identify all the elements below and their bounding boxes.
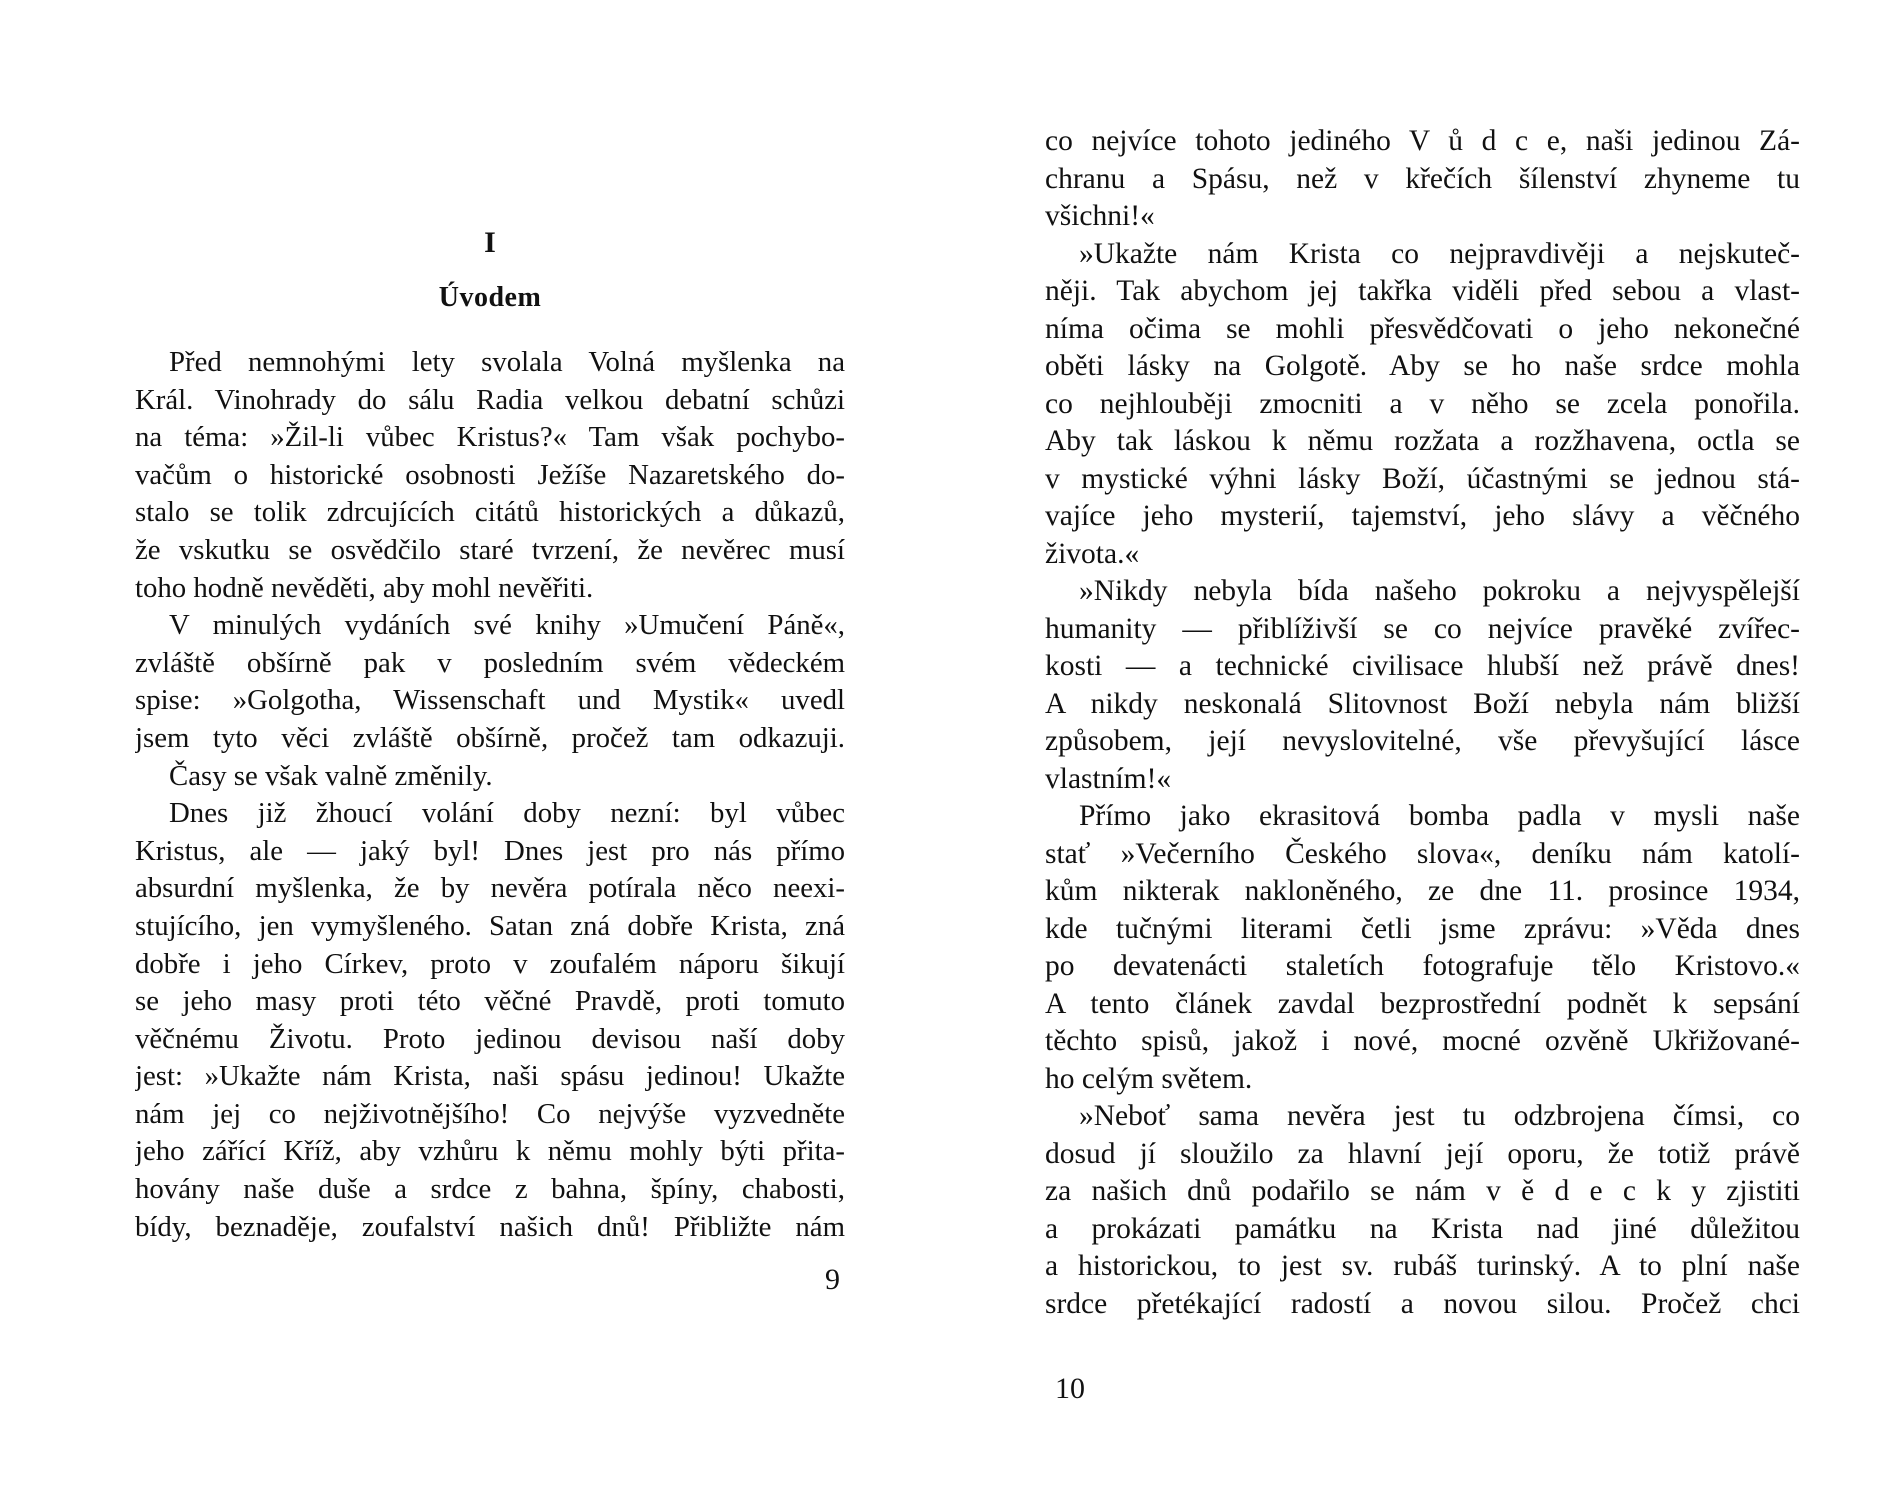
- text-line: Král. Vinohrady do sálu Radia velkou debatní schůzi: [135, 383, 845, 416]
- text-line: za našich dnů podařilo se nám v ě d e c k y zjistiti: [1045, 1175, 1800, 1207]
- chapter-title: Úvodem: [438, 282, 542, 313]
- text-line: vačům o historické osobnosti Ježíše Nazaretského do-: [135, 458, 845, 491]
- text-line: toho hodně nevěděti, aby mohl nevěřiti.: [135, 571, 594, 604]
- text-line: humanity — přiblíživší se co nejvíce pravěké zvířec-: [1045, 612, 1800, 645]
- text-line: oběti lásky na Golgotě. Aby se ho naše srdce mohla: [1045, 350, 1800, 382]
- text-line: vajíce jeho mysterií, tajemství, jeho slávy a věčného: [1045, 500, 1800, 532]
- text-line: a prokázati památku na Krista nad jiné důležitou: [1045, 1212, 1800, 1245]
- text-line: stalo se tolik zdrcujících citátů historických a důkazů,: [135, 496, 845, 529]
- text-line: srdce přetékající radostí a novou silou. Pročež chci: [1045, 1287, 1800, 1320]
- text-line: jest: »Ukažte nám Krista, naši spásu jedinou! Ukažte: [135, 1060, 845, 1093]
- text-line: nám jej co nejživotnějšího! Co nejvýše vyzvedněte: [135, 1097, 845, 1130]
- text-line: hovány naše duše a srdce z bahna, špíny, chabosti,: [135, 1173, 845, 1206]
- text-line: níma očima se mohli přesvědčovati o jeho nekonečné: [1045, 312, 1800, 345]
- page-number: 10: [1055, 1372, 1085, 1405]
- text-line: V minulých vydáních své knihy »Umučení Páně«,: [169, 609, 845, 642]
- text-line: a historickou, to jest sv. rubáš turinský. A to plní naše: [1045, 1250, 1800, 1282]
- text-line: »Neboť sama nevěra jest tu odzbrojena čímsi, co: [1079, 1100, 1800, 1132]
- left-page-text: [135, 344, 845, 1246]
- right-page-text: [1045, 123, 1800, 1323]
- text-line: jsem tyto věci zvláště obšírně, pročež tam odkazuji.: [135, 721, 845, 754]
- text-line: něji. Tak abychom jej takřka viděli před sebou a vlast-: [1045, 275, 1800, 307]
- text-line: vlastním!«: [1045, 762, 1172, 795]
- text-line: těchto spisů, jakož i nové, mocné ozvěně Ukřižované-: [1045, 1025, 1800, 1057]
- text-line: dosud jí sloužilo za hlavní její oporu, že totiž právě: [1045, 1137, 1800, 1170]
- text-line: A nikdy neskonalá Slitovnost Boží nebyla nám bližší: [1045, 687, 1800, 720]
- text-line: Časy se však valně změnily.: [169, 759, 493, 792]
- text-line: ho celým světem.: [1045, 1062, 1253, 1095]
- text-line: Kristus, ale — jaký byl! Dnes jest pro nás přímo: [135, 834, 845, 867]
- text-line: Dnes již žhoucí volání doby nezní: byl vůbec: [169, 797, 845, 830]
- text-line: na téma: »Žil-li vůbec Kristus?« Tam však pochybo-: [135, 421, 845, 454]
- text-line: kům nikterak nakloněného, ze dne 11. prosince 1934,: [1045, 875, 1800, 907]
- text-line: v mystické výhni lásky Boží, účastnými se jednou stá-: [1045, 462, 1800, 495]
- text-line: způsobem, její nevyslovitelné, vše převyšující lásce: [1045, 725, 1800, 757]
- text-line: všichni!«: [1045, 200, 1155, 232]
- text-line: kde tučnými literami četli jsme zprávu: »Věda dnes: [1045, 912, 1800, 945]
- text-line: života.«: [1045, 537, 1140, 570]
- text-line: dobře i jeho Církev, proto v zoufalém náporu šikují: [135, 947, 845, 980]
- text-line: co nejvíce tohoto jediného V ů d c e, naši jedinou Zá-: [1045, 125, 1800, 157]
- text-line: co nejhlouběji zmocniti a v něho se zcela ponořila.: [1045, 387, 1800, 420]
- text-line: A tento článek zavdal bezprostřední podnět k sepsání: [1045, 987, 1800, 1020]
- chapter-number: I: [484, 226, 496, 259]
- text-line: že vskutku se osvědčilo staré tvrzení, že nevěrec musí: [135, 533, 845, 566]
- page-number: 9: [825, 1263, 840, 1296]
- text-line: bídy, beznaděje, zoufalství našich dnů! Přibližte nám: [135, 1210, 845, 1243]
- text-line: Aby tak láskou k němu rozžata a rozžhavena, octla se: [1045, 425, 1800, 457]
- text-line: spise: »Golgotha, Wissenschaft und Mystik« uvedl: [135, 684, 845, 717]
- text-line: Před nemnohými lety svolala Volná myšlenka na: [169, 346, 845, 378]
- text-line: věčnému Životu. Proto jedinou devisou naší doby: [135, 1022, 845, 1055]
- text-line: kosti — a technické civilisace hlubší než právě dnes!: [1045, 650, 1800, 682]
- text-line: stujícího, jen vymyšleného. Satan zná dobře Krista, zná: [135, 909, 845, 942]
- text-line: stať »Večerního Českého slova«, deníku nám katolí-: [1045, 837, 1800, 870]
- text-line: absurdní myšlenka, že by nevěra potírala něco neexi-: [135, 872, 845, 905]
- text-line: »Ukažte nám Krista co nejpravdivěji a nejskuteč-: [1079, 237, 1800, 270]
- text-line: zvláště obšírně pak v posledním svém vědeckém: [135, 646, 845, 679]
- text-line: »Nikdy nebyla bída našeho pokroku a nejvyspělejší: [1079, 575, 1800, 607]
- text-line: se jeho masy proti této věčné Pravdě, proti tomuto: [135, 985, 845, 1018]
- text-line: po devatenácti staletích fotografuje tělo Kristovo.«: [1045, 950, 1800, 982]
- text-line: Přímo jako ekrasitová bomba padla v mysli naše: [1079, 800, 1800, 832]
- text-line: chranu a Spásu, než v křečích šílenství zhyneme tu: [1045, 162, 1800, 195]
- text-line: jeho zářící Kříž, aby vzhůru k němu mohly býti přita-: [135, 1135, 845, 1168]
